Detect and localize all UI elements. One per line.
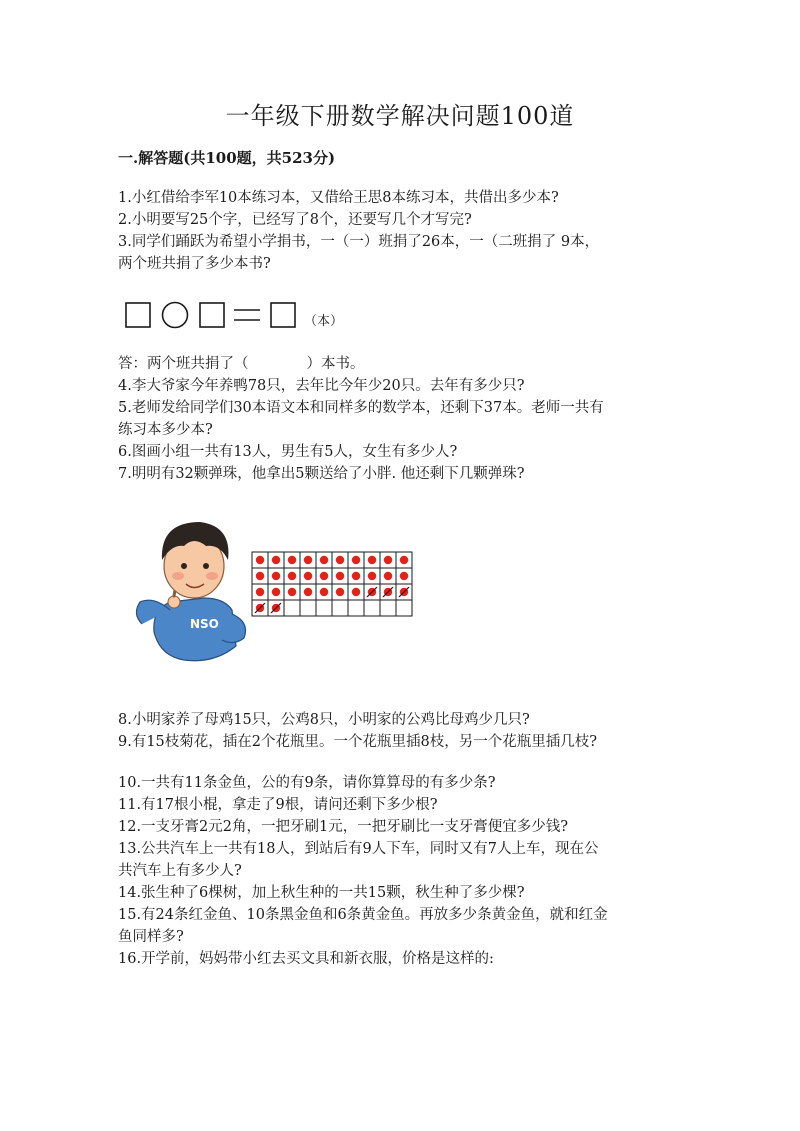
marble-dot — [368, 572, 376, 580]
marble-dot — [272, 556, 280, 564]
marble-dot — [320, 572, 328, 580]
marble-illustration — [124, 514, 424, 668]
grid-cell — [316, 600, 332, 616]
question-2: 2.小明要写25个字，已经写了8个，还要写几个才写完? — [118, 212, 472, 228]
marble-dot — [304, 556, 312, 564]
marble-dot — [400, 556, 408, 564]
question-13-line-2: 共汽车上有多少人? — [118, 863, 242, 879]
grid-cell — [300, 600, 316, 616]
operator-circle — [163, 303, 188, 328]
marble-dot — [304, 572, 312, 580]
marble-dot — [256, 556, 264, 564]
marble-dot — [272, 588, 280, 596]
marble-dot — [352, 556, 360, 564]
marble-dot — [256, 572, 264, 580]
grid-cell — [284, 600, 300, 616]
shirt-text: NSO — [190, 617, 219, 631]
question-16: 16.开学前，妈妈带小红去买文具和新衣服，价格是这样的: — [118, 951, 494, 967]
equation-unit: （本） — [304, 314, 344, 329]
marble-dot — [400, 572, 408, 580]
question-1: 1.小红借给李军10本练习本，又借给王思8本练习本，共借出多少本? — [118, 190, 559, 206]
marble-dot — [288, 556, 296, 564]
question-14: 14.张生种了6棵树，加上秋生种的一共15颗，秋生种了多少棵? — [118, 885, 525, 901]
marble-dot — [368, 556, 376, 564]
marble-dot — [384, 556, 392, 564]
marble-dot — [288, 572, 296, 580]
marble-dot — [336, 572, 344, 580]
marble-dot — [336, 556, 344, 564]
marble-dot — [272, 572, 280, 580]
question-11: 11.有17根小棍，拿走了9根，请问还剩下多少根? — [118, 797, 438, 813]
question-13-line-1: 13.公共汽车上一共有18人，到站后有9人下车，同时又有7人上车，现在公 — [118, 841, 599, 857]
question-5-line-2: 练习本多少本? — [118, 422, 213, 438]
grid-cell — [348, 600, 364, 616]
marble-dot — [256, 588, 264, 596]
question-15-line-2: 鱼同样多? — [118, 929, 184, 945]
marble-dot — [352, 588, 360, 596]
question-5-line-1: 5.老师发给同学们30本语文本和同样多的数学本，还剩下37本。老师一共有 — [118, 400, 604, 416]
question-12: 12.一支牙膏2元2角，一把牙刷1元，一把牙刷比一支牙膏便宜多少钱? — [118, 819, 569, 835]
blank-box-1 — [126, 303, 150, 327]
marble-dot — [336, 588, 344, 596]
question-10: 10.一共有11条金鱼，公的有9条，请你算算母的有多少条? — [118, 775, 496, 791]
grid-cell — [380, 600, 396, 616]
question-3-line-2: 两个班共捐了多少本书? — [118, 256, 271, 272]
question-4: 4.李大爷家今年养鸭78只，去年比今年少20只。去年有多少只? — [118, 378, 525, 394]
question-6: 6.图画小组一共有13人，男生有5人，女生有多少人? — [118, 444, 458, 460]
grid-cell — [364, 600, 380, 616]
boy-illustration — [136, 522, 245, 661]
equation-template — [124, 301, 364, 331]
marble-dot — [288, 588, 296, 596]
marble-dot — [352, 572, 360, 580]
question-3-answer: 答：两个班共捐了（ ）本书。 — [118, 356, 365, 372]
equals-sign — [234, 310, 260, 320]
marble-dot — [304, 588, 312, 596]
grid-cell — [332, 600, 348, 616]
marble-grid — [252, 552, 412, 616]
marble-dot — [384, 572, 392, 580]
question-9: 9.有15枝菊花，插在2个花瓶里。一个花瓶里插8枝，另一个花瓶里插几枝? — [118, 734, 598, 750]
question-8: 8.小明家养了母鸡15只，公鸡8只，小明家的公鸡比母鸡少几只? — [118, 712, 530, 728]
marble-dot — [320, 588, 328, 596]
question-3-line-1: 3.同学们踊跃为希望小学捐书，一（一）班捐了26本，一（二班捐了 9本， — [118, 234, 600, 250]
answer-box — [271, 303, 295, 327]
marble-dot — [320, 556, 328, 564]
grid-cell — [396, 600, 412, 616]
question-15-line-1: 15.有24条红金鱼、10条黑金鱼和6条黄金鱼。再放多少条黄金鱼，就和红金 — [118, 907, 608, 923]
page-title: 一年级下册数学解决问题100道 — [225, 102, 575, 130]
question-7: 7.明明有32颗弹珠，他拿出5颗送给了小胖. 他还剩下几颗弹珠? — [118, 466, 525, 482]
section-heading: 一.解答题(共100题，共523分) — [118, 149, 336, 167]
blank-box-2 — [200, 303, 224, 327]
